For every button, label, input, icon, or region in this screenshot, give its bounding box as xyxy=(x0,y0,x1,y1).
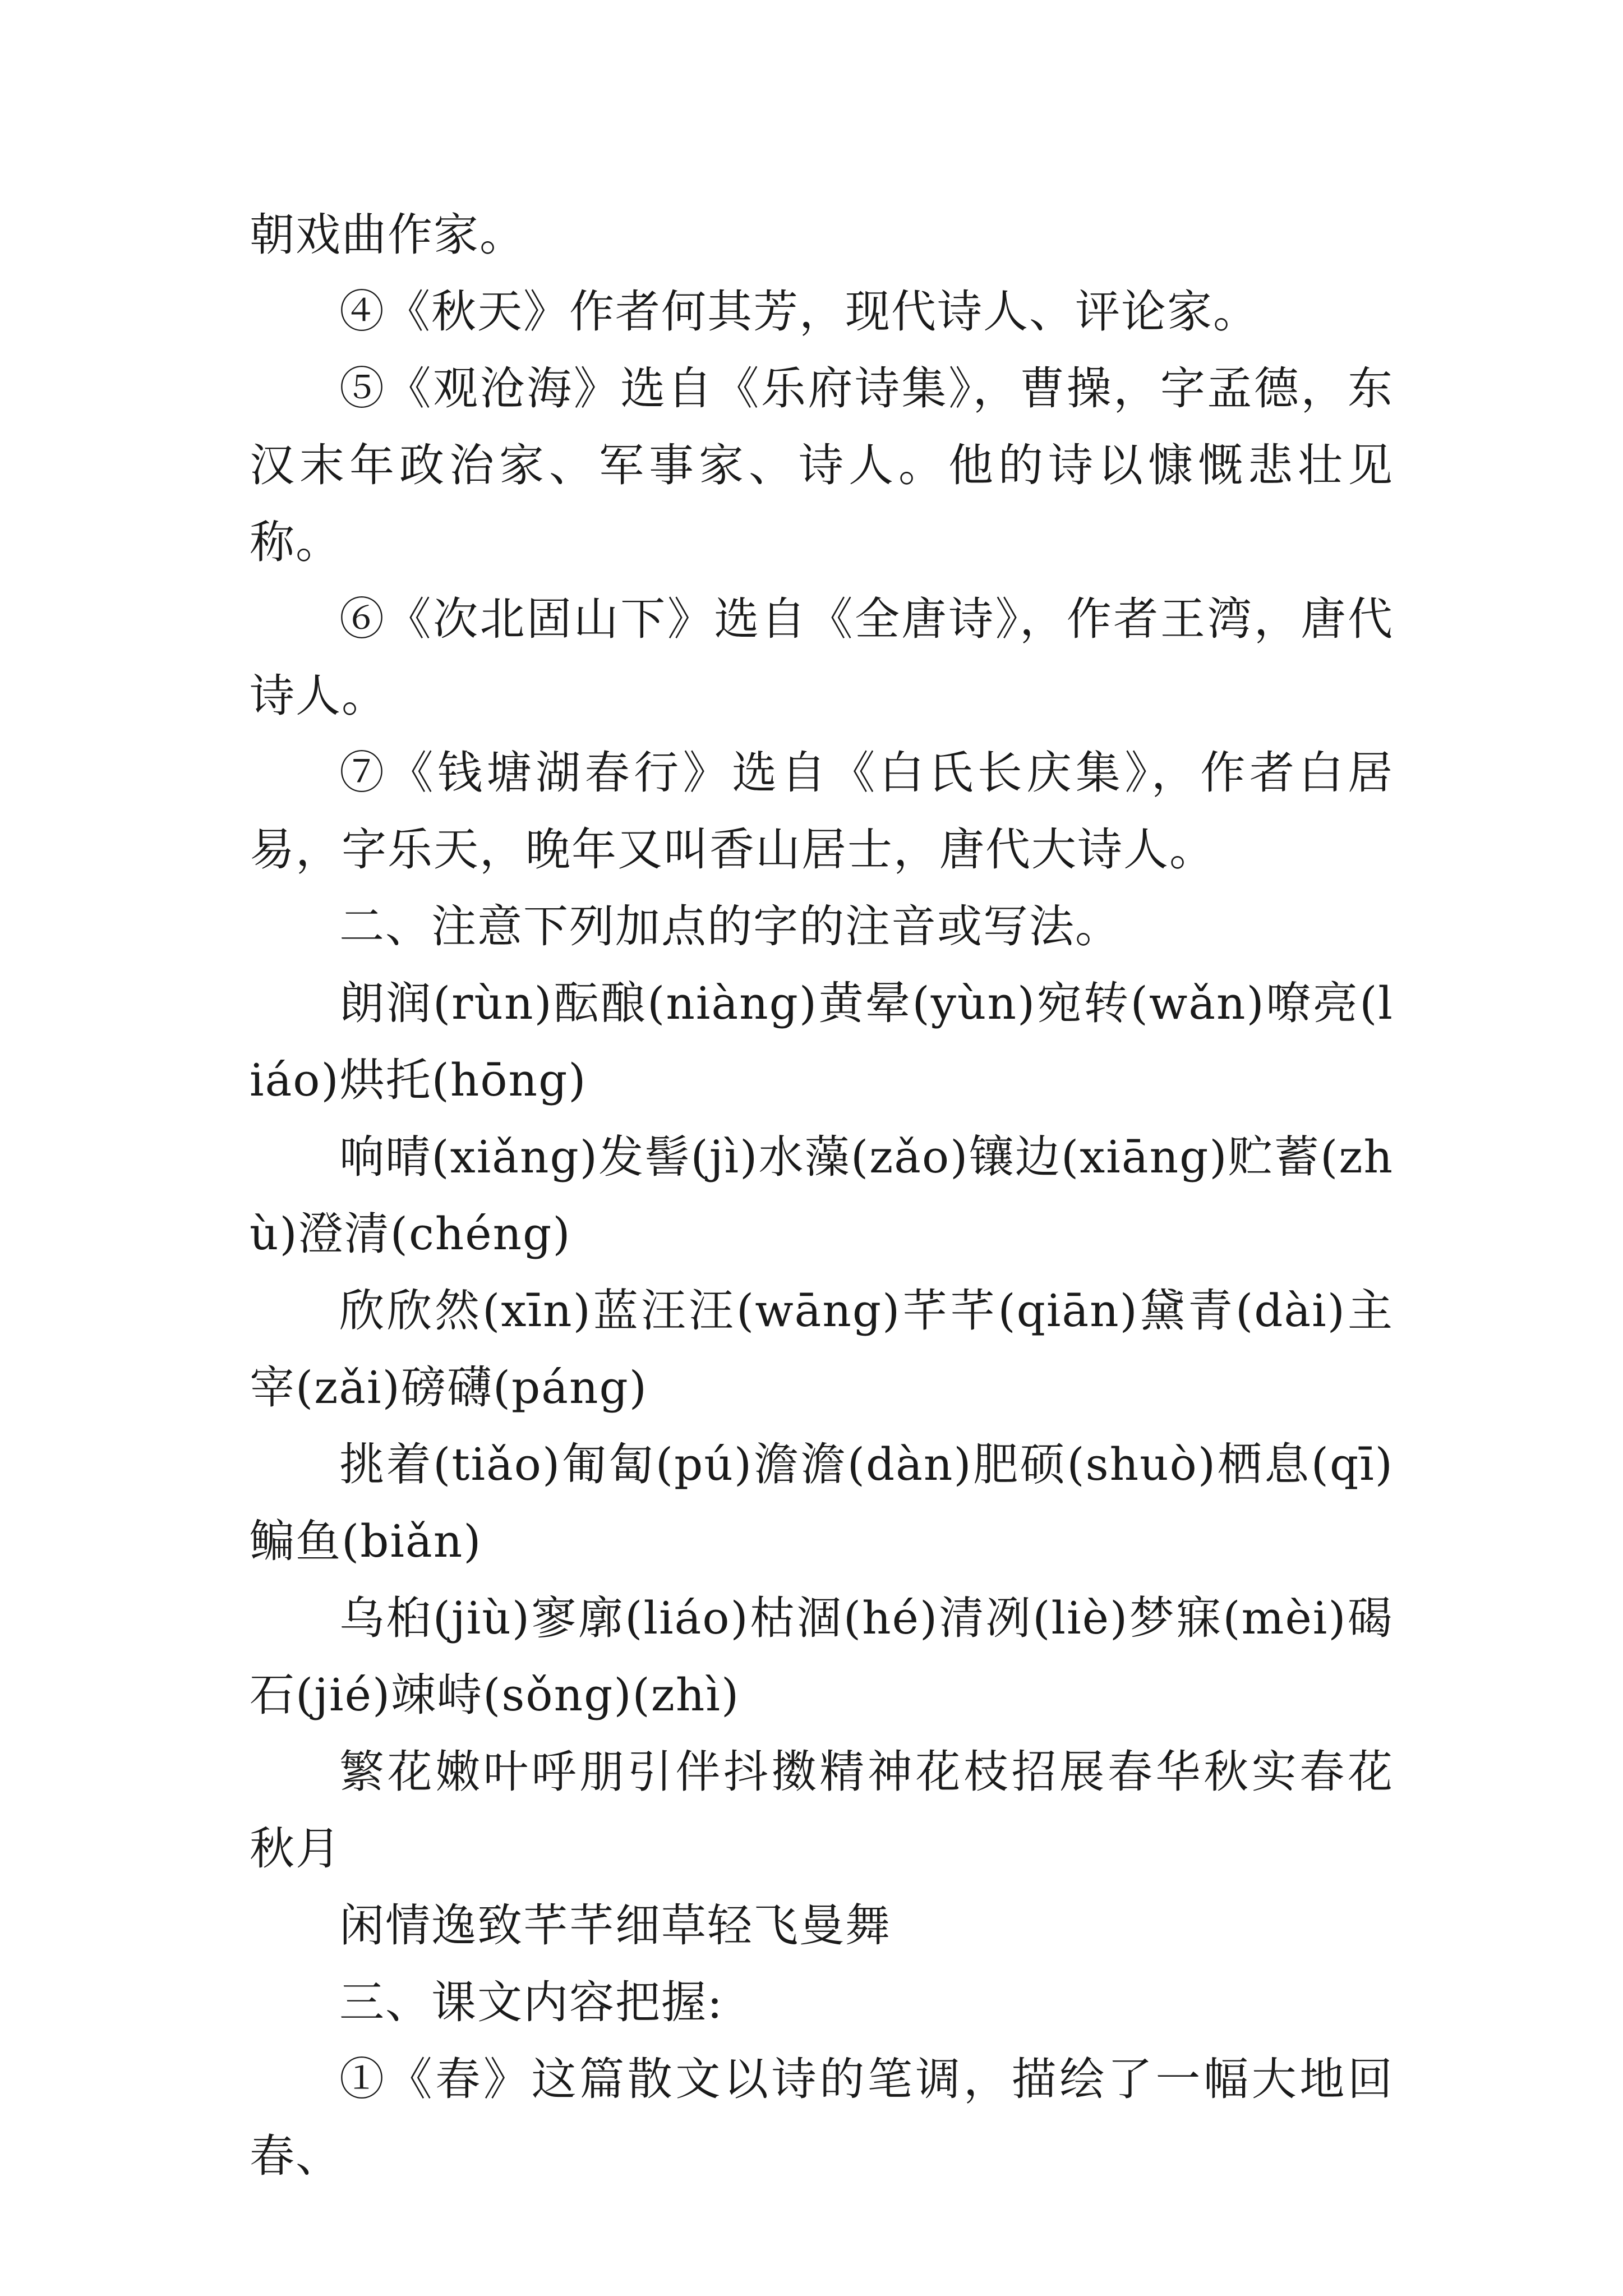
pronunciation-list-4: 挑着(tiǎo)匍匐(pú)澹澹(dàn)肥硕(shuò)栖息(qī)鳊鱼(biǎn) xyxy=(250,1438,1394,1567)
paragraph-drama-author-end: 朝戏曲作家。 xyxy=(250,209,525,261)
paragraph-qiantang-hu: ⑦《钱塘湖春行》选自《白氏长庆集》，作者白居易，字乐天，晚年又叫香山居士，唐代大诗人。 xyxy=(250,747,1394,876)
paragraph-guan-canghai: ⑤《观沧海》选自《乐府诗集》，曹操，字孟德，东汉末年政治家、军事家、诗人。他的诗以慷慨悲壮见称。 xyxy=(250,362,1394,568)
paragraph-autumn-author: ④《秋天》作者何其芳，现代诗人、评论家。 xyxy=(339,286,1259,338)
pronunciation-list-5: 乌桕(jiù)寥廓(liáo)枯涸(hé)清冽(liè)梦寐(mèi)碣石(jié)竦峙(sǒng)(zhì) xyxy=(250,1592,1394,1721)
pronunciation-list-3: 欣欣然(xīn)蓝汪汪(wāng)芊芊(qiān)黛青(dài)主宰(zǎi)磅礴(páng) xyxy=(250,1285,1394,1414)
section-heading-content: 三、课文内容把握: xyxy=(339,1976,723,2028)
idiom-list-2: 闲情逸致芊芊细草轻飞曼舞 xyxy=(339,1899,891,1952)
section-heading-pronunciation: 二、注意下列加点的字的注音或写法。 xyxy=(339,900,1121,953)
idiom-list-1: 繁花嫩叶呼朋引伴抖擞精神花枝招展春华秋实春花秋月 xyxy=(250,1746,1394,1875)
paragraph-spring-essay: ①《春》这篇散文以诗的笔调，描绘了一幅大地回春、 xyxy=(250,2053,1394,2182)
pronunciation-list-2: 响晴(xiǎng)发髻(jì)水藻(zǎo)镶边(xiāng)贮蓄(zhù)澄清(chéng) xyxy=(250,1131,1394,1260)
pronunciation-list-1: 朗润(rùn)酝酿(niàng)黄晕(yùn)宛转(wǎn)嘹亮(liáo)烘托(hōng) xyxy=(250,977,1394,1106)
document-body xyxy=(250,196,1394,2194)
paragraph-ci-beigu-shan: ⑥《次北固山下》选自《全唐诗》，作者王湾，唐代诗人。 xyxy=(250,593,1394,722)
